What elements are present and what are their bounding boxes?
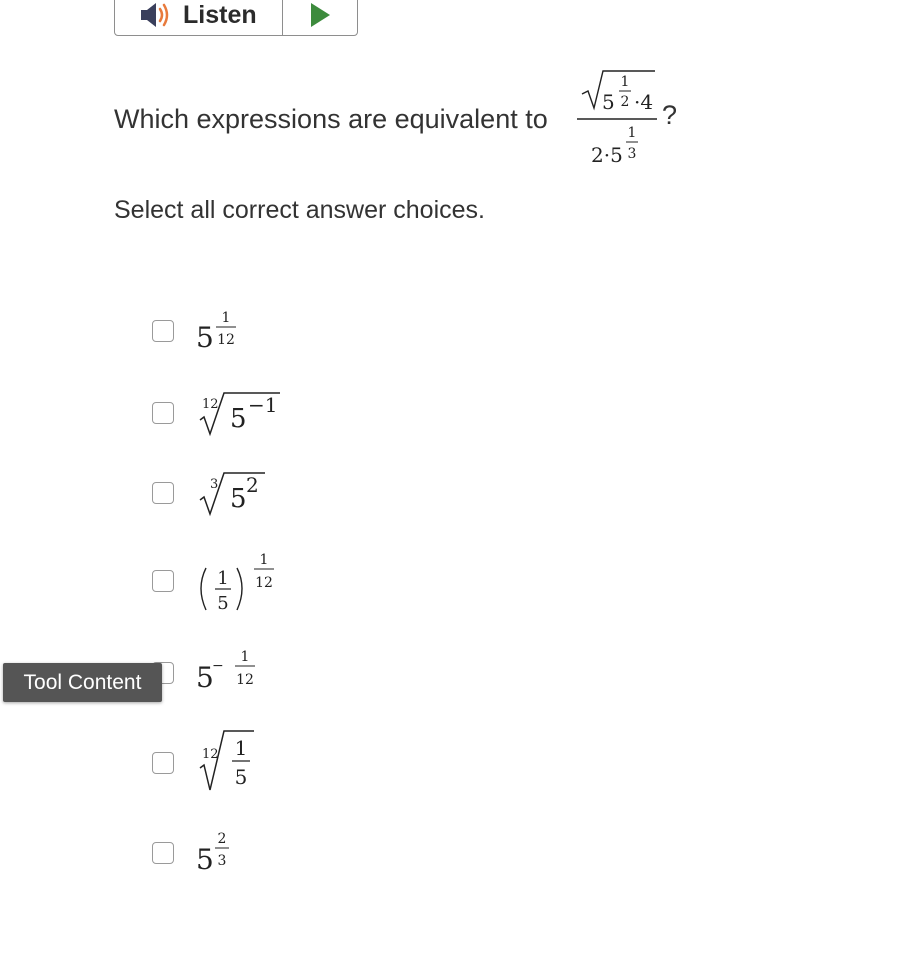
d-exp-num: 1 [259,552,269,568]
listen-toolbar [114,0,358,36]
play-button[interactable] [283,0,357,35]
num-exp-den: 2 [620,94,630,110]
question-mark: ? [662,100,678,130]
option-b-checkbox[interactable] [152,402,174,424]
option-g-checkbox[interactable] [152,842,174,864]
instructions: Select all correct answer choices. [114,196,485,224]
option-a-expression [190,302,270,362]
a-base: 5 [196,321,214,354]
play-icon [308,2,332,28]
question-prompt: Which expressions are equivalent to [114,104,548,134]
option-c-expression [190,464,280,524]
c-exp: 2 [246,473,259,497]
b-index: 12 [202,397,219,412]
speaker-icon [139,0,175,30]
b-base: 5 [230,404,247,434]
option-g-expression [190,824,250,884]
f-index: 12 [202,747,219,762]
tooltip-label: Tool Content [23,670,142,694]
listen-button[interactable] [115,0,283,35]
option-c-checkbox[interactable] [152,482,174,504]
c-base: 5 [230,484,247,514]
answer-option-a[interactable] [0,302,920,362]
option-a-checkbox[interactable] [152,320,174,342]
option-b-expression [190,384,290,444]
den-exp-den: 3 [627,146,637,162]
e-sign: − [212,658,224,674]
c-index: 3 [210,477,219,492]
option-d-expression [190,552,290,618]
answer-option-f[interactable] [0,728,920,788]
tool-content-tooltip [3,663,162,702]
f-frac-num: 1 [234,736,248,760]
num-factor: ·4 [634,90,654,114]
answer-option-b[interactable] [0,384,920,444]
g-exp-den: 3 [217,853,227,869]
answer-option-d[interactable] [0,552,920,612]
option-f-expression [190,728,270,794]
den-coef: 2·5 [591,143,623,167]
den-exp-num: 1 [627,125,637,141]
d-exp-den: 12 [255,575,273,591]
d-frac-num: 1 [217,568,229,589]
num-base: 5 [602,90,615,114]
e-exp-den: 12 [236,672,254,688]
b-exp: −1 [248,393,278,417]
option-e-expression [190,646,270,706]
g-exp-num: 2 [217,831,227,847]
answer-option-g[interactable] [0,824,920,884]
g-base: 5 [196,843,214,876]
option-f-checkbox[interactable] [152,752,174,774]
a-exp-num: 1 [221,310,231,326]
option-d-checkbox[interactable] [152,570,174,592]
listen-label: Listen [183,0,257,29]
f-frac-den: 5 [234,765,248,789]
e-exp-num: 1 [240,649,250,665]
answer-option-c[interactable] [0,464,920,524]
d-frac-den: 5 [217,593,229,614]
a-exp-den: 12 [217,332,235,348]
num-exp-num: 1 [620,74,630,90]
e-base: 5 [196,661,214,694]
